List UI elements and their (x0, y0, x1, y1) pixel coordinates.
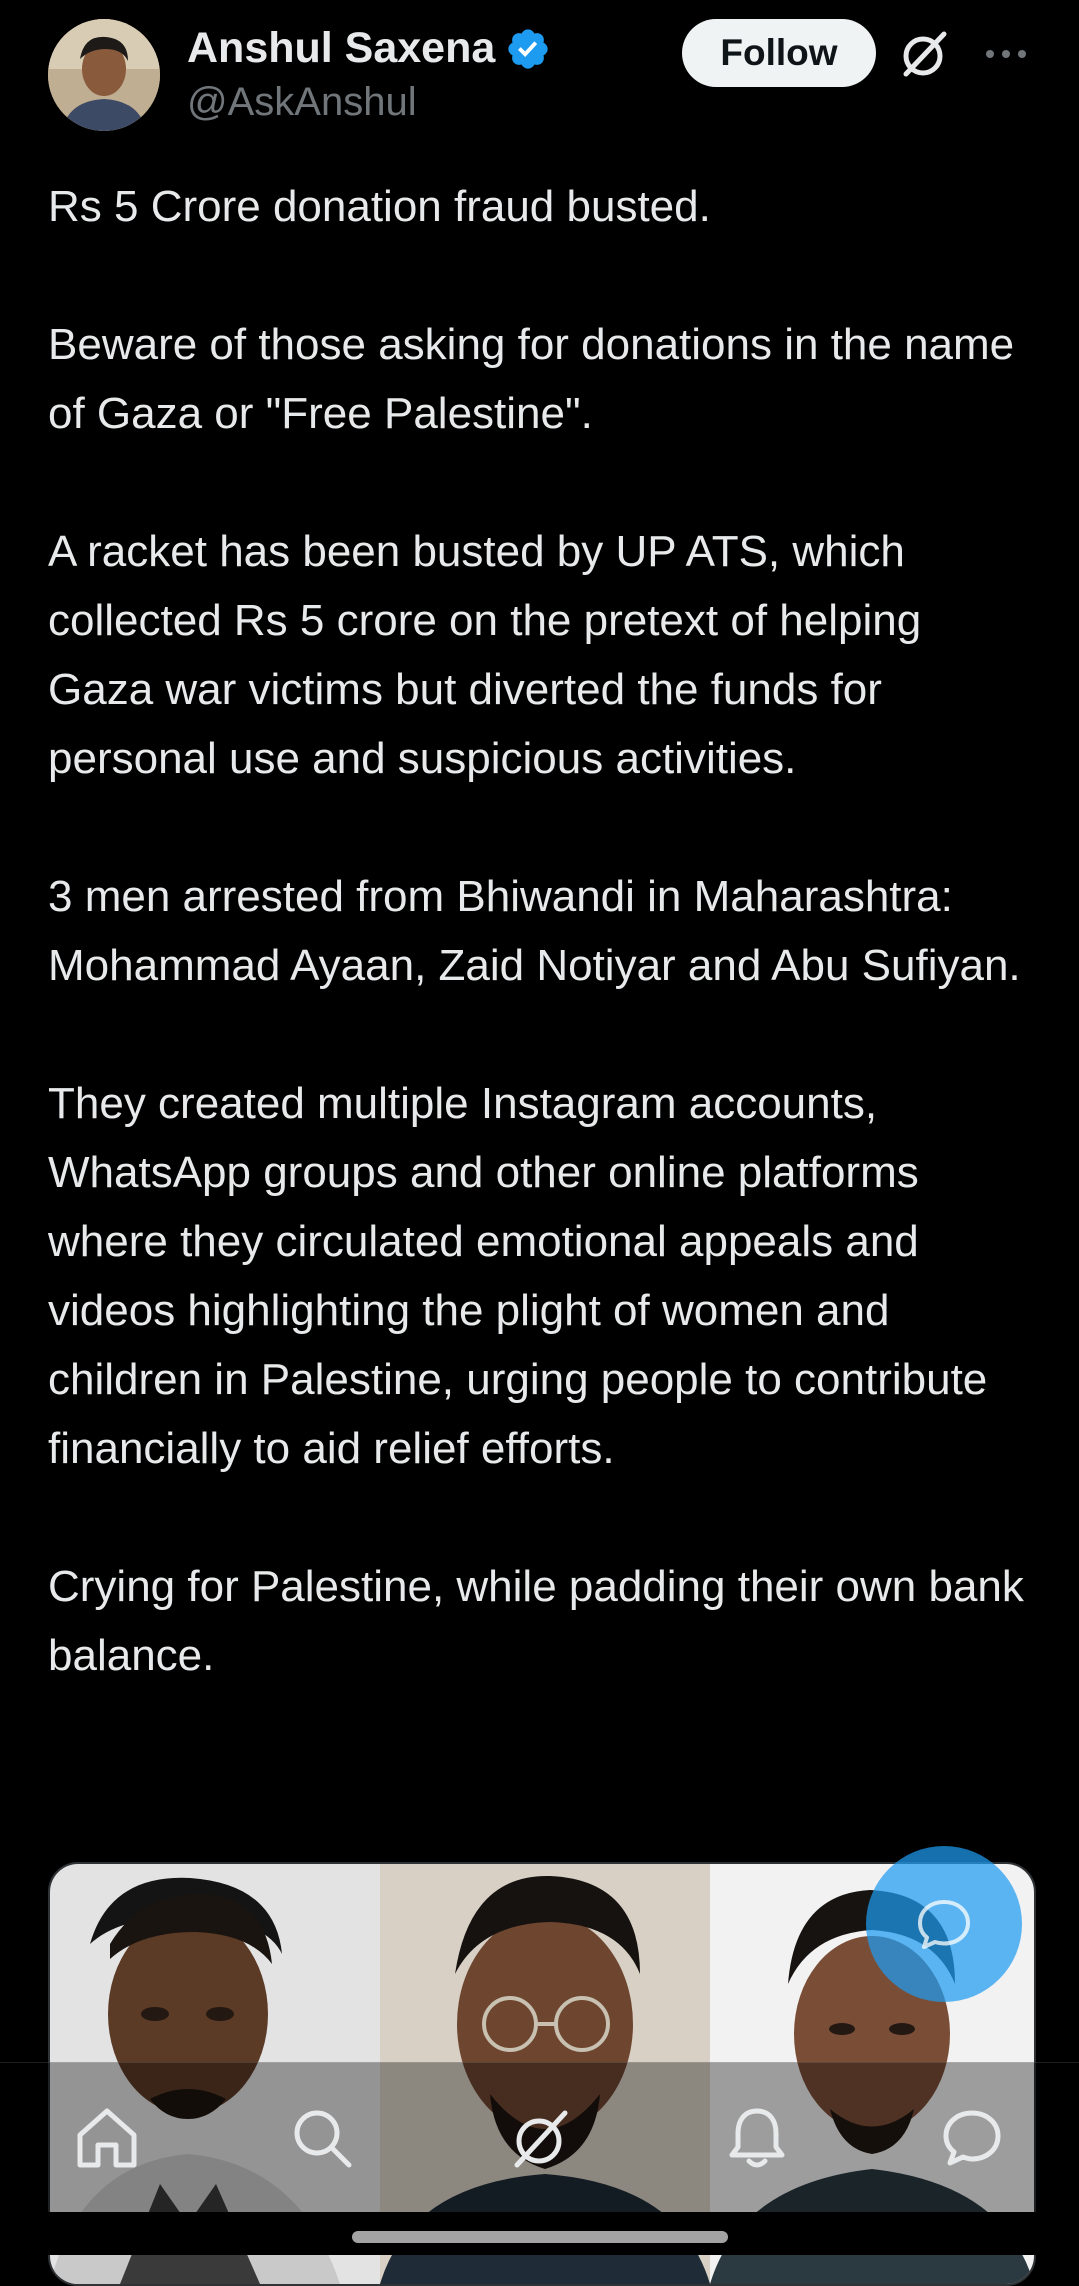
grok-icon[interactable] (896, 26, 952, 82)
bottom-navigation (0, 2062, 1079, 2213)
post-paragraph: A racket has been busted by UP ATS, which collected Rs 5 crore on the pretext of helping Gaza war victims but diverted the funds for personal use and suspicious activities. (48, 527, 922, 783)
follow-button[interactable]: Follow (682, 19, 876, 87)
post-paragraph: Rs 5 Crore donation fraud busted. (48, 182, 711, 231)
home-icon[interactable] (72, 2103, 142, 2173)
search-icon[interactable] (287, 2103, 357, 2173)
compose-reply-icon (912, 1892, 976, 1956)
more-icon[interactable] (982, 26, 1030, 82)
author-display-name[interactable]: Anshul Saxena (187, 24, 496, 72)
avatar[interactable] (48, 19, 160, 131)
author-handle[interactable]: @AskAnshul (187, 80, 417, 124)
author-name-row (187, 24, 551, 73)
post-paragraph: 3 men arrested from Bhiwandi in Maharashtra: Mohammad Ayaan, Zaid Notiyar and Abu Sufiyan. (48, 872, 1021, 990)
post-paragraph: They created multiple Instagram accounts, WhatsApp groups and other online platforms where they circulated emotional appeals and videos highlighting the plight of women and children in Palestine, urging people to contribute financially to aid relief efforts. (48, 1079, 988, 1473)
compose-reply-button[interactable] (866, 1846, 1022, 2002)
post-paragraph: Crying for Palestine, while padding their own bank balance. (48, 1562, 1024, 1680)
messages-icon[interactable] (937, 2103, 1007, 2173)
post-header (0, 0, 1079, 150)
post-paragraph: Beware of those asking for donations in the name of Gaza or "Free Palestine". (48, 320, 1015, 438)
post-text (48, 172, 1038, 1759)
home-indicator[interactable] (352, 2231, 728, 2243)
grok-nav-icon[interactable] (505, 2103, 575, 2173)
notifications-icon[interactable] (722, 2103, 792, 2173)
verified-badge-icon (505, 26, 551, 72)
